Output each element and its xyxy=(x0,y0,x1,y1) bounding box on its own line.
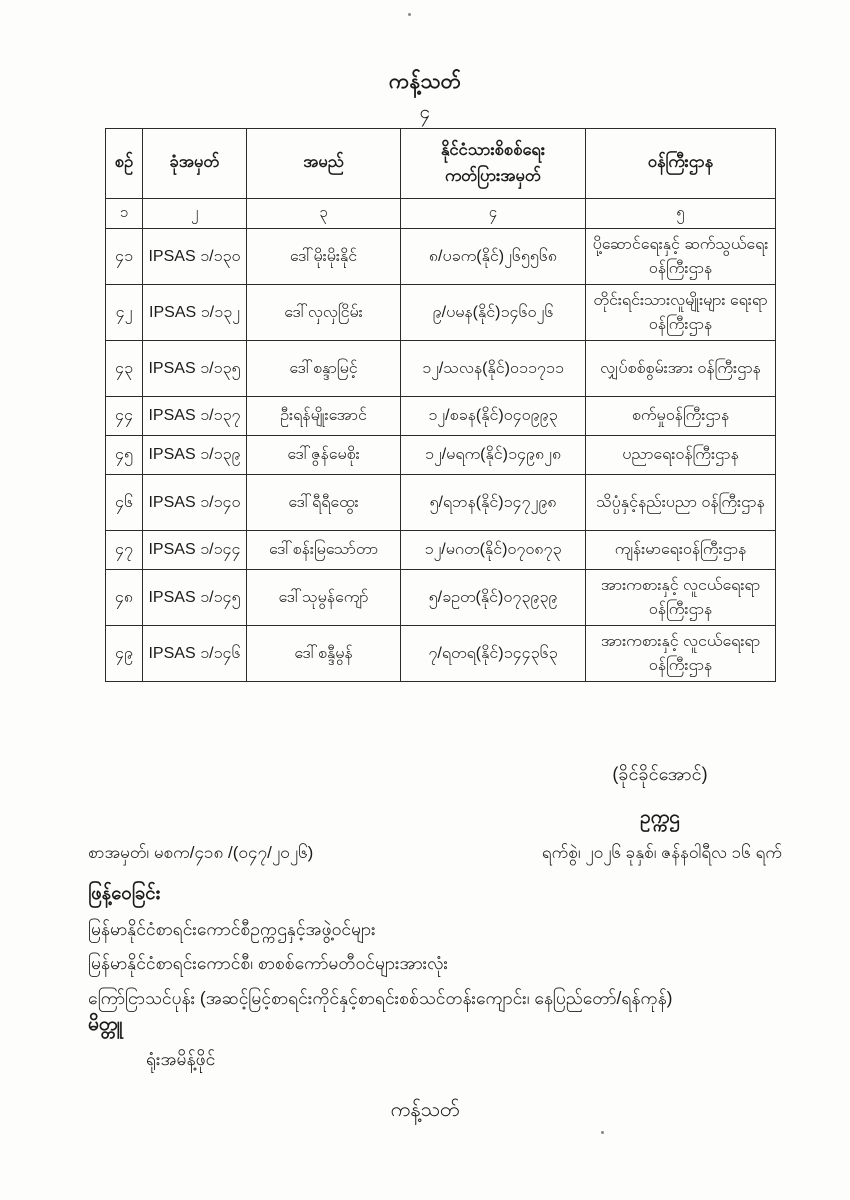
cell-ministry: တိုင်းရင်းသားလူမျိုးများ ရေးရာဝန်ကြီးဌာန xyxy=(586,285,776,341)
distribution-item: ကြော်ငြာသင်ပုန်း (အဆင့်မြင့်စာရင်းကိုင်နှင့်စာရင်းစစ်သင်တန်းကျောင်း၊ နေပြည်တော်/ရန်ကုန်) xyxy=(88,987,673,1008)
cell-nrc: ၁၂/စခန(နိုင်)၀၄၀၉၉၃ xyxy=(401,397,586,436)
cell-ministry: လျှပ်စစ်စွမ်းအား ဝန်ကြီးဌာန xyxy=(586,341,776,397)
distribution-item: မြန်မာနိုင်ငံစာရင်းကောင်စီဥက္ကဌနှင့်အဖွဲ့ဝင်များ xyxy=(88,919,376,939)
cell-roll: IPSAS ၁/၁၃၀ xyxy=(143,229,247,285)
page-number: ၄ xyxy=(419,102,431,123)
cell-name: ဒေါ်သုမွန်ကျော် xyxy=(247,570,401,626)
column-header-serial: စဉ် xyxy=(106,129,143,199)
letter-date: ရက်စွဲ၊ ၂၀၂၆ ခုနှစ်၊ ဇန်နဝါရီလ ၁၆ ရက် xyxy=(541,843,782,862)
table-row xyxy=(106,570,776,626)
classification-marking-bottom: ကန့်သတ် xyxy=(390,1099,460,1121)
table-row xyxy=(106,436,776,475)
cell-name: ဒေါ်စန္ဒီမွန် xyxy=(247,626,401,682)
signature-block xyxy=(540,762,780,833)
cell-nrc: ၈/ပခက(နိုင်)၂၆၅၅၆၈ xyxy=(401,229,586,285)
table-row xyxy=(106,531,776,570)
cell-ministry: စက်မှုဝန်ကြီးဌာန xyxy=(586,397,776,436)
table-row xyxy=(106,626,776,682)
column-header-nrc-line1: နိုင်ငံသားစိစစ်ရေး xyxy=(440,140,546,159)
cell-nrc: ၅/ရဘန(နိုင်)၁၄၇၂၉၈ xyxy=(401,475,586,531)
column-header-name: အမည် xyxy=(247,129,401,199)
cell-nrc: ၇/ရတရ(နိုင်)၁၄၄၃၆၃ xyxy=(401,626,586,682)
cell-roll: IPSAS ၁/၁၃၂ xyxy=(143,285,247,341)
copy-to-item: ရုံးအမိန့်ဖိုင် xyxy=(146,1049,216,1069)
cell-ministry: အားကစားနှင့် လူငယ်ရေးရာဝန်ကြီးဌာန xyxy=(586,570,776,626)
table-row xyxy=(106,285,776,341)
cell-serial: ၄၇ xyxy=(106,531,143,570)
cell-name: ဒေါ်ဇွန်မေစိုး xyxy=(247,436,401,475)
candidate-roster-table xyxy=(105,128,776,682)
cell-serial: ၄၈ xyxy=(106,570,143,626)
cell-nrc: ၅/ခဥတ(နိုင်)၀၇၃၉၃၉ xyxy=(401,570,586,626)
cell-serial: ၄၆ xyxy=(106,475,143,531)
distribution-heading: ဖြန့်ဝေခြင်း xyxy=(88,882,161,903)
cell-serial: ၄၉ xyxy=(106,626,143,682)
table-row xyxy=(106,229,776,285)
distribution-section xyxy=(88,882,788,1020)
column-number: ၁ xyxy=(106,199,143,229)
cell-roll: IPSAS ၁/၁၃၉ xyxy=(143,436,247,475)
cell-ministry: အားကစားနှင့် လူငယ်ရေးရာဝန်ကြီးဌာန xyxy=(586,626,776,682)
cell-roll: IPSAS ၁/၁၄၅ xyxy=(143,570,247,626)
cell-serial: ၄၅ xyxy=(106,436,143,475)
letter-number: စာအမှတ်၊ မစက/၄၁၈ /(၀၄၇/၂၀၂၆) xyxy=(88,843,314,862)
cell-nrc: ၉/ပမန(နိုင်)၁၄၆၀၂၆ xyxy=(401,285,586,341)
table-header-row xyxy=(106,129,776,199)
cell-roll: IPSAS ၁/၁၄၄ xyxy=(143,531,247,570)
cell-nrc: ၁၂/သလန(နိုင်)၀၁၁၇၁၁ xyxy=(401,341,586,397)
column-number: ၃ xyxy=(247,199,401,229)
column-number: ၂ xyxy=(143,199,247,229)
cell-name: ဒေါ်မိုးမိုးနိုင် xyxy=(247,229,401,285)
cell-name: ဒေါ်စန္ဒာမြင့် xyxy=(247,341,401,397)
cell-roll: IPSAS ၁/၁၄၆ xyxy=(143,626,247,682)
cell-name: ဒေါ်စန်းမြသော်တာ xyxy=(247,531,401,570)
distribution-item: မြန်မာနိုင်ငံစာရင်းကောင်စီ၊ စာစစ်ကော်မတီဝင်များအားလုံး xyxy=(88,953,448,974)
cell-ministry: ပညာရေးဝန်ကြီးဌာန xyxy=(586,436,776,475)
cell-name: ဒေါ်ရီရီထွေး xyxy=(247,475,401,531)
scan-speck xyxy=(601,1131,604,1134)
cell-serial: ၄၃ xyxy=(106,341,143,397)
cell-ministry: သိပ္ပံနှင့်နည်းပညာ ဝန်ကြီးဌာန xyxy=(586,475,776,531)
cell-nrc: ၁၂/မဂတ(နိုင်)၀၇၀၈၇၃ xyxy=(401,531,586,570)
column-header-roll-number: ခုံအမှတ် xyxy=(143,129,247,199)
signatory-name: (ခိုင်ခိုင်အောင်) xyxy=(612,764,708,784)
classification-marking-top: ကန့်သတ် xyxy=(388,70,462,93)
column-number: ၄ xyxy=(401,199,586,229)
copy-to-heading: မိတ္တူ xyxy=(88,1014,123,1035)
cell-roll: IPSAS ၁/၁၃၅ xyxy=(143,341,247,397)
column-header-nrc xyxy=(401,129,586,199)
cell-name: ဒေါ်လှလှငြိမ်း xyxy=(247,285,401,341)
table-row xyxy=(106,397,776,436)
cell-roll: IPSAS ၁/၁၃၇ xyxy=(143,397,247,436)
table-row xyxy=(106,341,776,397)
cell-nrc: ၁၂/မရက(နိုင်)၁၄၉၈၂၈ xyxy=(401,436,586,475)
cell-name: ဦးရန်မျိုးအောင် xyxy=(247,397,401,436)
cell-serial: ၄၁ xyxy=(106,229,143,285)
cell-serial: ၄၂ xyxy=(106,285,143,341)
column-header-nrc-line2: ကတ်ပြားအမှတ် xyxy=(444,166,541,185)
signatory-title: ဥက္ကဌ xyxy=(640,807,680,828)
reference-line xyxy=(88,842,782,867)
column-number-row xyxy=(106,199,776,229)
scan-speck xyxy=(408,13,411,16)
cell-ministry: ကျန်းမာရေးဝန်ကြီးဌာန xyxy=(586,531,776,570)
table-row xyxy=(106,475,776,531)
cell-serial: ၄၄ xyxy=(106,397,143,436)
cell-ministry: ပို့ဆောင်ရေးနှင့် ဆက်သွယ်ရေးဝန်ကြီးဌာန xyxy=(586,229,776,285)
cell-roll: IPSAS ၁/၁၄၀ xyxy=(143,475,247,531)
column-header-ministry: ဝန်ကြီးဌာန xyxy=(586,129,776,199)
column-number: ၅ xyxy=(586,199,776,229)
